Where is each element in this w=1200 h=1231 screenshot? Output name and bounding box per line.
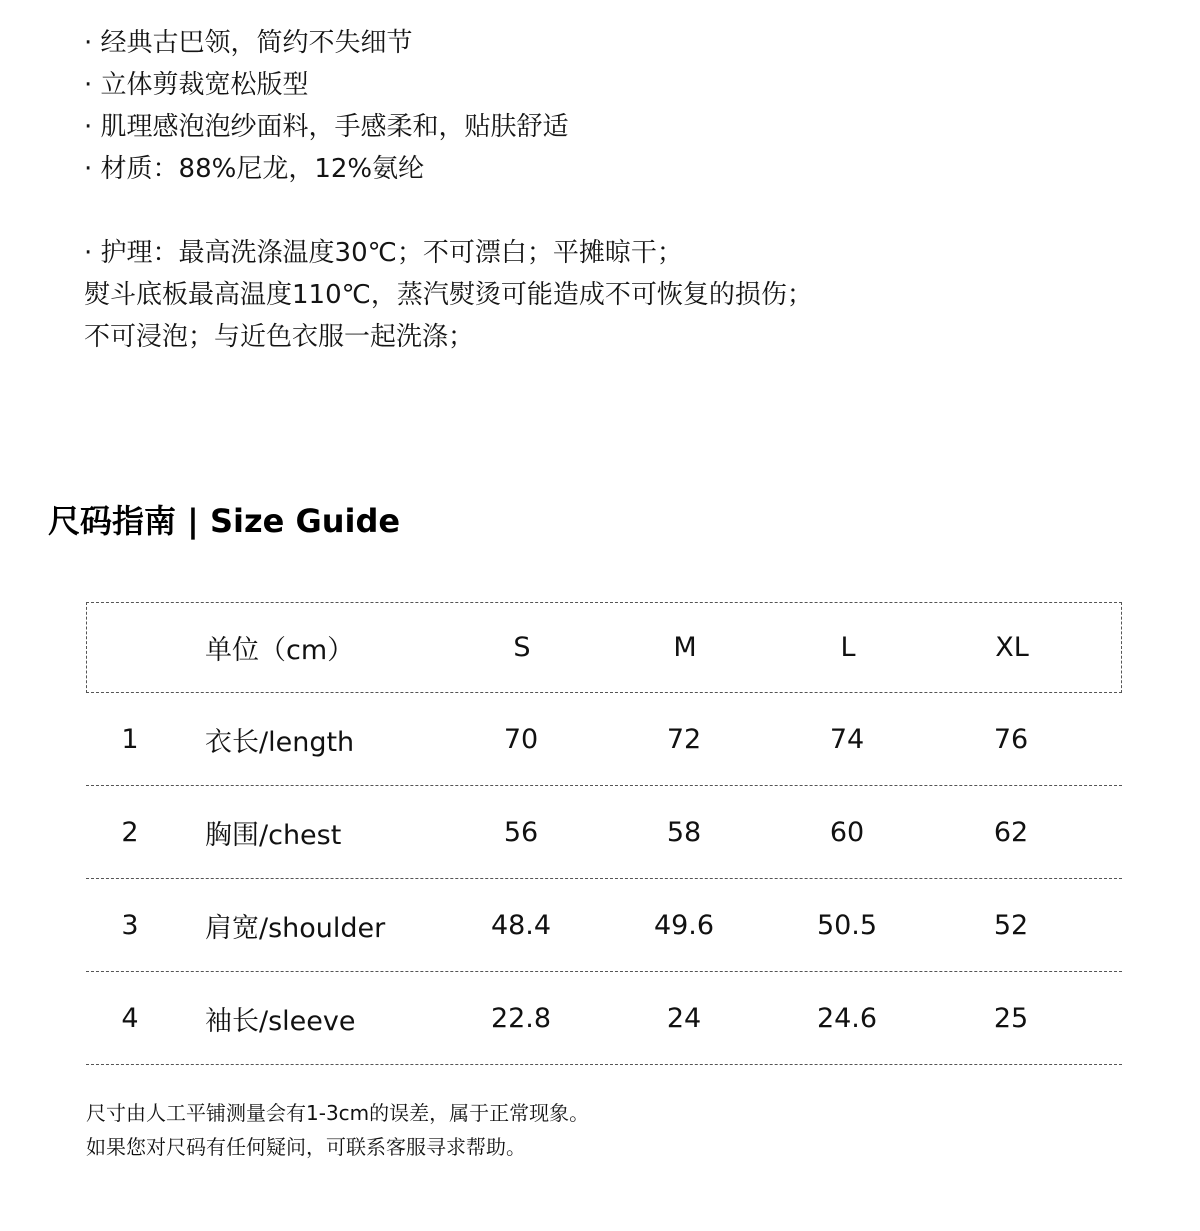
row-value-xl: 25 <box>993 1002 1029 1034</box>
row-index: 1 <box>121 723 139 755</box>
row-index: 2 <box>121 816 139 848</box>
size-guide-title: 尺码指南 | Size Guide <box>48 502 401 540</box>
row-value-l: 24.6 <box>816 1002 878 1034</box>
header-size-l: L <box>840 632 856 663</box>
header-size-m: M <box>673 632 697 663</box>
feature-fit: · 立体剪裁宽松版型 <box>84 70 309 100</box>
row-measure-name: 衣长/length <box>205 726 355 758</box>
row-value-m: 72 <box>666 723 702 755</box>
row-value-l: 74 <box>829 723 865 755</box>
measurement-error-note: 尺寸由人工平铺测量会有1-3cm的误差，属于正常现象。 <box>86 1101 590 1125</box>
header-size-xl: XL <box>995 632 1029 663</box>
row-value-m: 58 <box>666 816 702 848</box>
size-table-header <box>86 602 1122 693</box>
product-features <box>84 22 1144 358</box>
row-value-s: 56 <box>503 816 539 848</box>
row-index: 4 <box>121 1002 139 1034</box>
row-value-l: 50.5 <box>816 909 878 941</box>
header-unit: 单位（cm） <box>205 635 355 666</box>
table-row <box>86 879 1122 972</box>
row-measure-name: 袖长/sleeve <box>205 1005 356 1037</box>
row-value-s: 70 <box>503 723 539 755</box>
table-row <box>86 786 1122 879</box>
feature-collar: · 经典古巴领，简约不失细节 <box>84 28 413 58</box>
care-line-1: · 护理：最高洗涤温度30℃；不可漂白；平摊晾干； <box>84 238 683 268</box>
row-value-xl: 62 <box>993 816 1029 848</box>
row-measure-name: 肩宽/shoulder <box>205 912 386 944</box>
header-size-s: S <box>513 632 531 663</box>
size-notes <box>86 1096 1146 1164</box>
row-value-l: 60 <box>829 816 865 848</box>
row-value-s: 22.8 <box>490 1002 552 1034</box>
row-index: 3 <box>121 909 139 941</box>
row-measure-name: 胸围/chest <box>205 819 342 851</box>
row-value-s: 48.4 <box>490 909 552 941</box>
row-value-xl: 52 <box>993 909 1029 941</box>
feature-material: · 材质：88%尼龙，12%氨纶 <box>84 154 425 184</box>
care-line-2: 熨斗底板最高温度110℃，蒸汽熨烫可能造成不可恢复的损伤； <box>84 280 813 310</box>
care-line-3: 不可浸泡；与近色衣服一起洗涤； <box>84 322 475 352</box>
customer-service-note: 如果您对尺码有任何疑问，可联系客服寻求帮助。 <box>86 1135 526 1159</box>
spacer <box>84 190 1144 232</box>
row-value-xl: 76 <box>993 723 1029 755</box>
size-table <box>86 602 1122 1065</box>
table-row <box>86 693 1122 786</box>
row-value-m: 49.6 <box>653 909 715 941</box>
feature-fabric: · 肌理感泡泡纱面料，手感柔和，贴肤舒适 <box>84 112 569 142</box>
row-value-m: 24 <box>666 1002 702 1034</box>
table-row <box>86 972 1122 1065</box>
